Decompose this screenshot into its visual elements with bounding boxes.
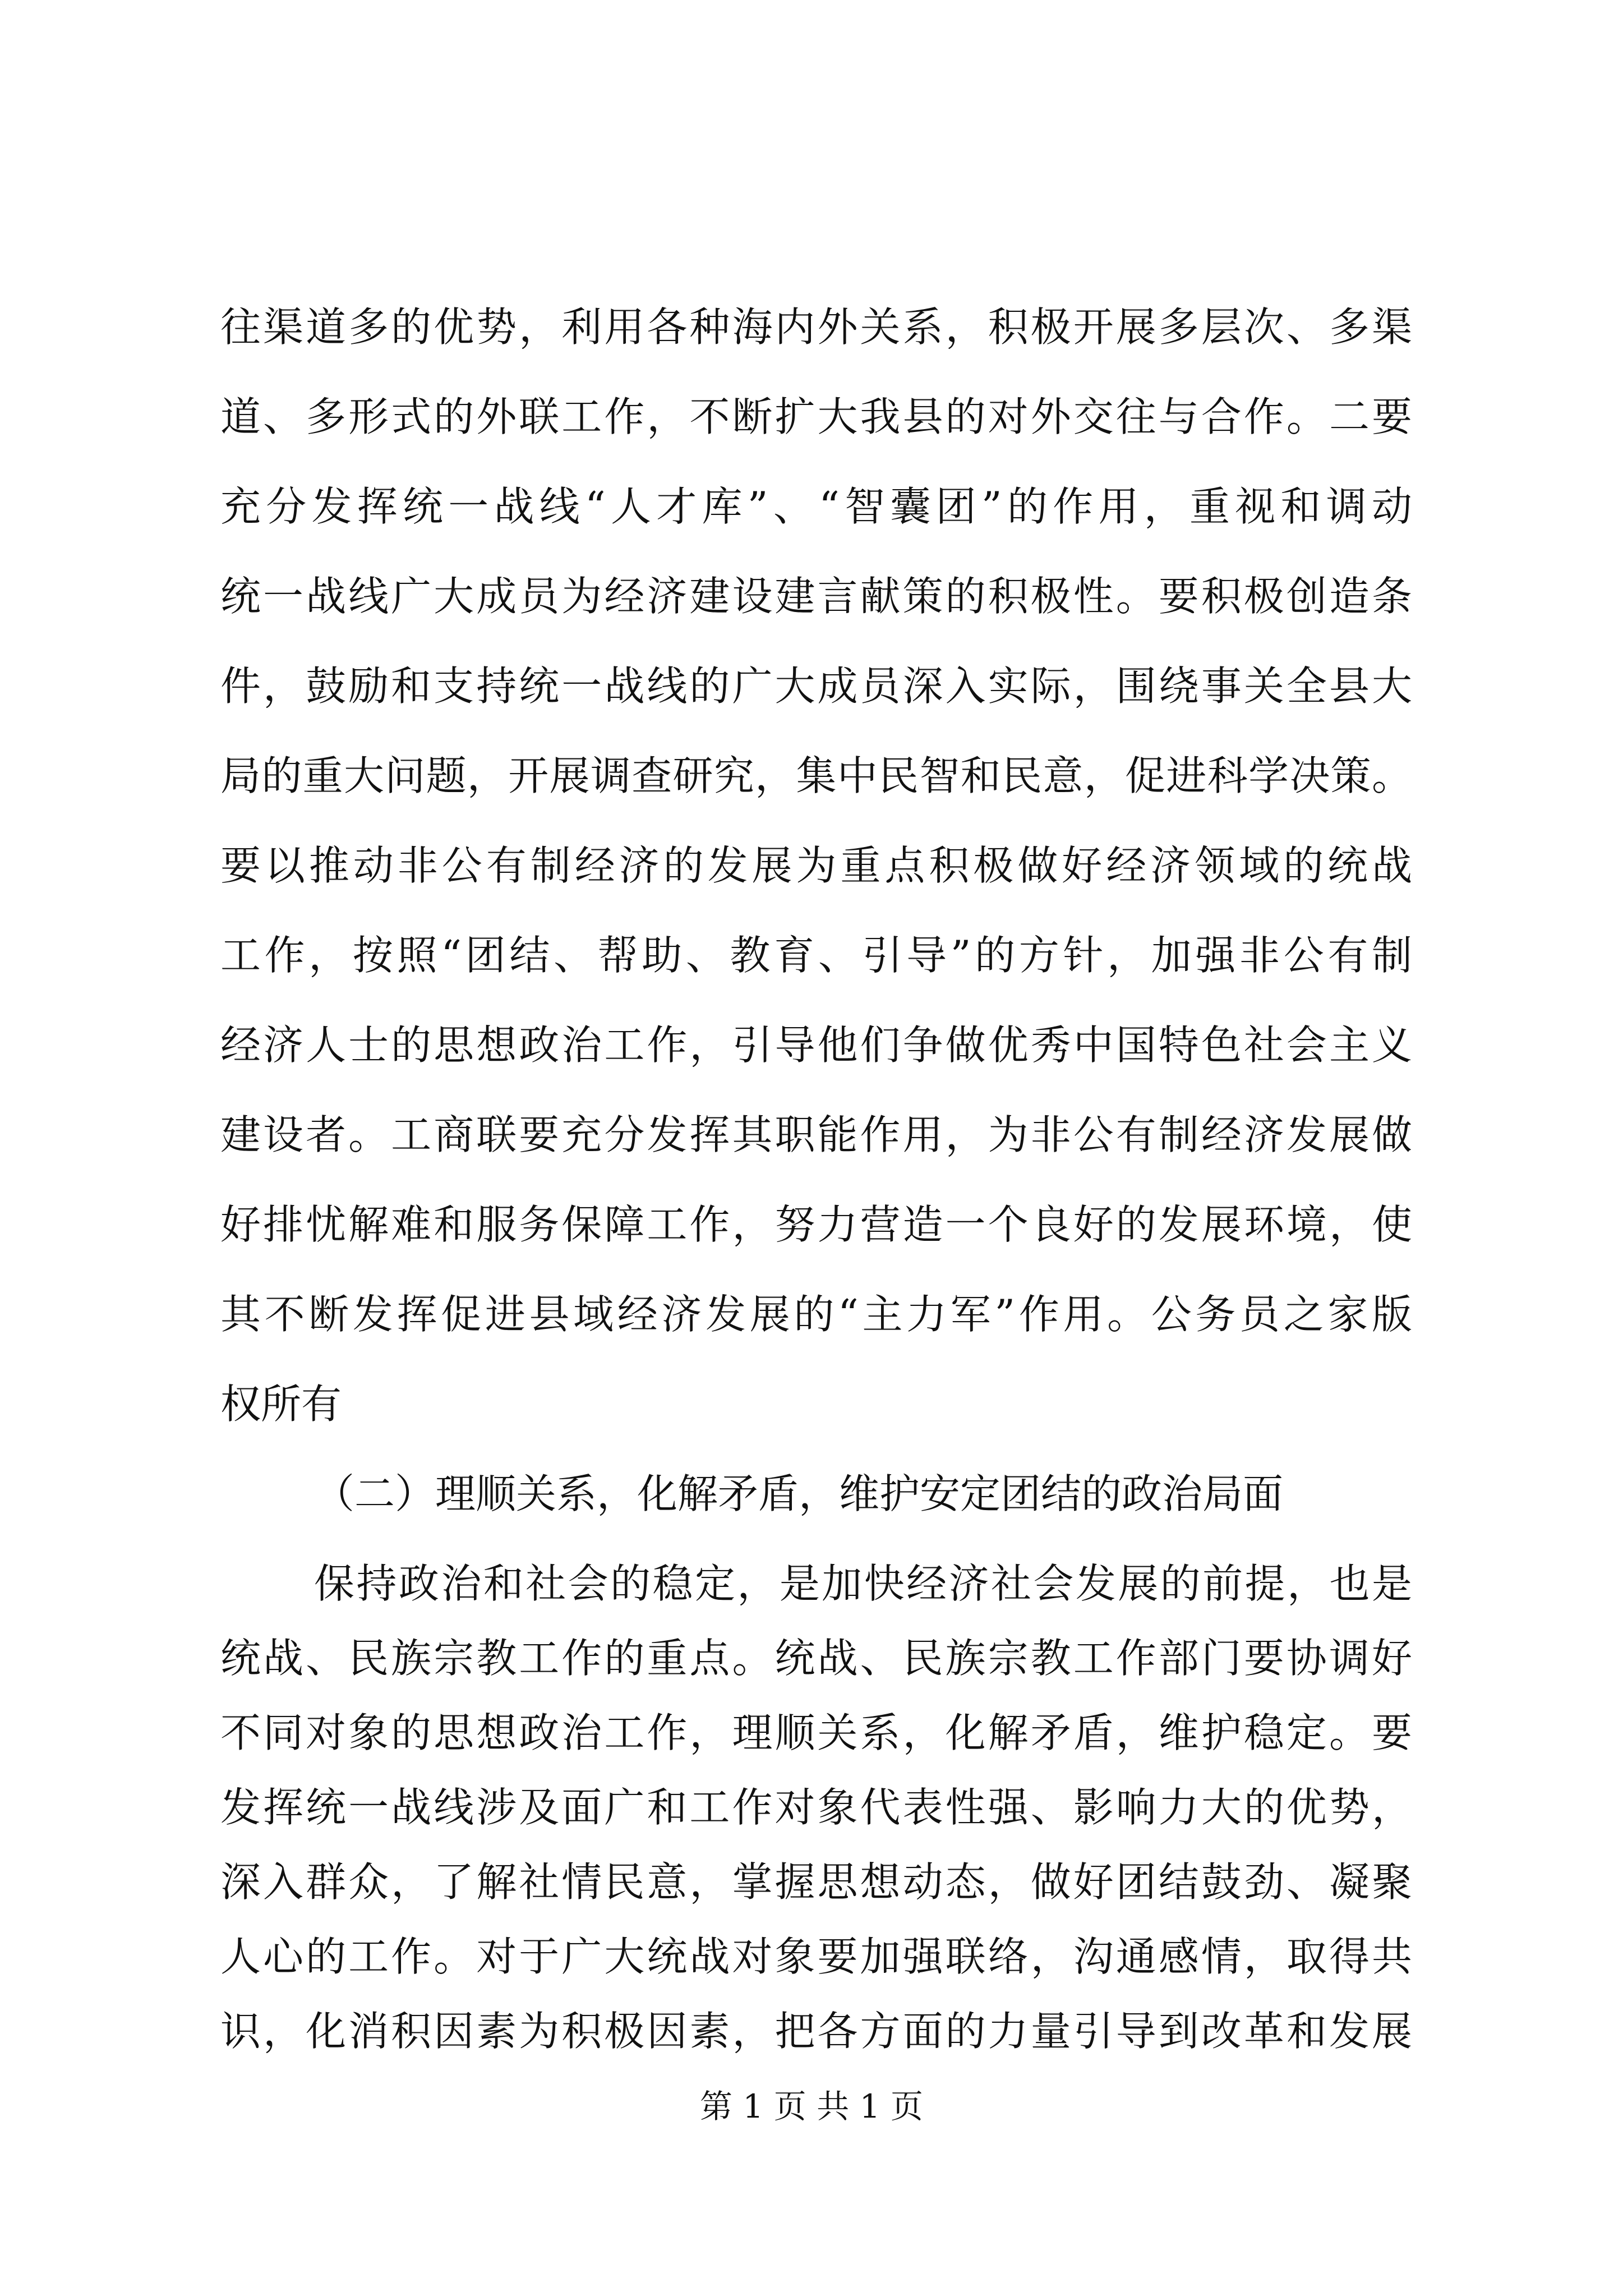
body-text-line: 经济人士的思想政治工作，引导他们争做优秀中国特色社会主义 — [220, 1022, 1412, 1069]
body-text-line: 其不断发挥促进县域经济发展的“主力军”作用。公务员之家版 — [220, 1291, 1412, 1338]
body-text-line: 人心的工作。对于广大统战对象要加强联络，沟通感情，取得共 — [220, 1933, 1412, 1980]
body-text-line: 局的重大问题，开展调查研究，集中民智和民意，促进科学决策。 — [220, 752, 1412, 799]
body-text-line: 好排忧解难和服务保障工作，努力营造一个良好的发展环境，使 — [220, 1201, 1412, 1248]
body-text-line: 要以推动非公有制经济的发展为重点积极做好经济领域的统战 — [220, 842, 1412, 889]
body-text-line: 工作，按照“团结、帮助、教育、引导”的方针，加强非公有制 — [220, 932, 1412, 979]
body-text-line: 建设者。工商联要充分发挥其职能作用，为非公有制经济发展做 — [220, 1111, 1412, 1158]
body-text-line: 统战、民族宗教工作的重点。统战、民族宗教工作部门要协调好 — [220, 1635, 1412, 1682]
body-text-line: 件，鼓励和支持统一战线的广大成员深入实际，围绕事关全县大 — [220, 662, 1412, 710]
body-text-line: 往渠道多的优势，利用各种海内外关系，积极开展多层次、多渠 — [220, 303, 1412, 351]
section-heading: （二）理顺关系，化解矛盾，维护安定团结的政治局面 — [314, 1470, 1284, 1517]
body-text-line: 保持政治和社会的稳定，是加快经济社会发展的前提，也是 — [314, 1560, 1412, 1607]
body-text-line: 充分发挥统一战线“人才库”、“智囊团”的作用，重视和调动 — [220, 483, 1412, 530]
body-text-line: 不同对象的思想政治工作，理顺关系，化解矛盾，维护稳定。要 — [220, 1709, 1412, 1756]
body-text-line: 发挥统一战线涉及面广和工作对象代表性强、影响力大的优势， — [220, 1784, 1412, 1831]
body-text-line: 统一战线广大成员为经济建设建言献策的积极性。要积极创造条 — [220, 573, 1412, 620]
body-text-line: 深入群众，了解社情民意，掌握思想动态，做好团结鼓劲、凝聚 — [220, 1858, 1412, 1906]
page-number-footer: 第 1 页 共 1 页 — [700, 2087, 923, 2125]
body-text-line: 道、多形式的外联工作，不断扩大我县的对外交往与合作。二要 — [220, 393, 1412, 440]
body-text-line: 权所有 — [220, 1381, 342, 1428]
body-text-line: 识，化消积因素为积极因素，把各方面的力量引导到改革和发展 — [220, 2008, 1412, 2055]
